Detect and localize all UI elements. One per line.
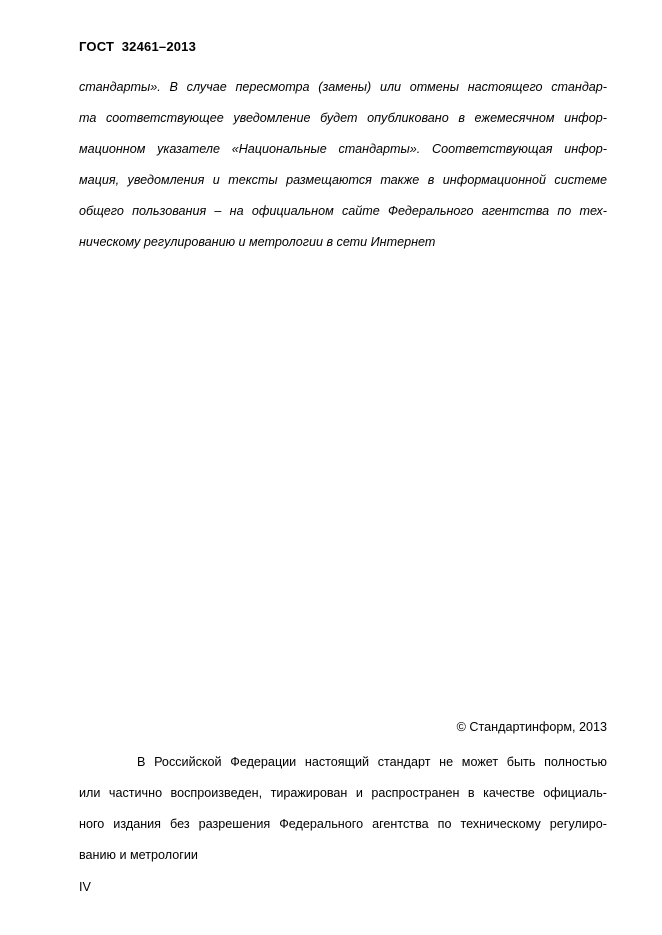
paragraph-line: мационном указателе «Национальные стандарты». Соответствующая инфор-	[79, 142, 607, 156]
paragraph-line: или частично воспроизведен, тиражирован и распространен в качестве официаль-	[79, 786, 607, 800]
paragraph-line: мация, уведомления и тексты размещаются также в информационной системе	[79, 173, 607, 187]
document-header: ГОСТ 32461–2013	[79, 39, 197, 54]
paragraph-line: В Российской Федерации настоящий стандарт не может быть полностью	[137, 755, 607, 769]
paragraph-line: та соответствующее уведомление будет опубликовано в ежемесячном инфор-	[79, 111, 607, 125]
page-number: IV	[79, 880, 91, 894]
paragraph-line: общего пользования – на официальном сайте Федерального агентства по тех-	[79, 204, 607, 218]
paragraph-line: ного издания без разрешения Федерального агентства по техническому регулиро-	[79, 817, 607, 831]
paragraph-line: ванию и метрологии	[79, 848, 198, 862]
copyright-notice: © Стандартинформ, 2013	[456, 720, 607, 734]
preface-continuation-paragraph	[79, 77, 607, 263]
paragraph-line: ническому регулированию и метрологии в сети Интернет	[79, 235, 436, 249]
reproduction-notice-paragraph	[79, 752, 607, 876]
paragraph-line: стандарты». В случае пересмотра (замены) или отмены настоящего стандар-	[79, 80, 607, 94]
